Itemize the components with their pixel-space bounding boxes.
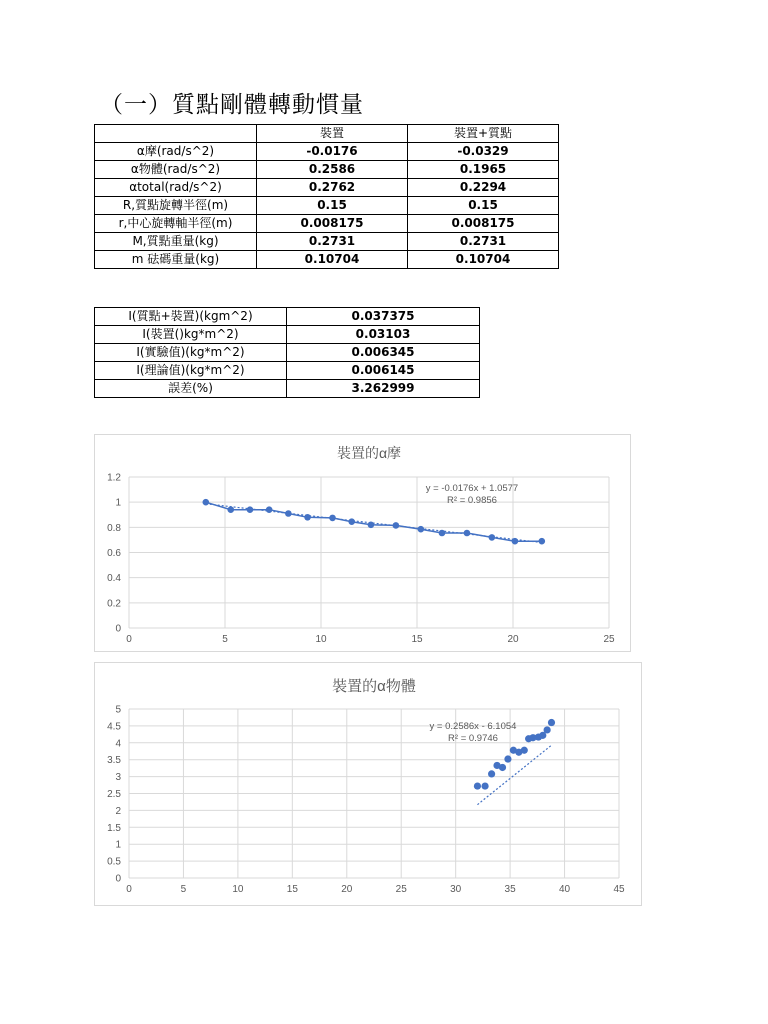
x-tick-label: 10 (315, 634, 327, 645)
x-tick-label: 5 (180, 884, 187, 895)
data-point (512, 538, 519, 545)
trendline-r2: R² = 0.9746 (448, 733, 498, 744)
cell-value: 0.03103 (287, 326, 480, 344)
row-label: M,質點重量(kg) (95, 233, 257, 251)
cell-device: 0.008175 (257, 215, 408, 233)
x-tick-label: 25 (603, 634, 615, 645)
y-tick-label: 1 (115, 497, 121, 509)
y-tick-label: 0.2 (107, 598, 121, 610)
data-point (418, 526, 425, 533)
y-tick-label: 4.5 (107, 721, 121, 733)
data-point (544, 726, 551, 733)
data-point (348, 518, 355, 525)
x-tick-label: 45 (613, 884, 625, 895)
x-tick-label: 15 (286, 884, 298, 895)
x-tick-label: 35 (504, 884, 516, 895)
data-point (474, 782, 481, 789)
cell-device-mass: 0.2731 (408, 233, 559, 251)
data-point (488, 770, 495, 777)
data-point (368, 522, 375, 529)
table-row (95, 308, 480, 326)
table-row (95, 344, 480, 362)
cell-device-mass: 0.10704 (408, 251, 559, 269)
header-cell: 裝置+質點 (408, 125, 559, 143)
cell-device-mass: 0.008175 (408, 215, 559, 233)
table-header-row (95, 125, 559, 143)
table-row (95, 233, 559, 251)
y-tick-label: 0.8 (107, 522, 121, 534)
x-tick-label: 20 (341, 884, 353, 895)
header-cell: 裝置 (257, 125, 408, 143)
row-label: αtotal(rad/s^2) (95, 179, 257, 197)
trendline-equation: y = -0.0176x + 1.0577 (425, 483, 519, 494)
table-row (95, 197, 559, 215)
data-point (521, 747, 528, 754)
x-tick-label: 5 (222, 634, 228, 645)
x-tick-label: 15 (411, 634, 423, 645)
chart-object-alpha (94, 662, 642, 906)
table-row (95, 215, 559, 233)
table-row (95, 251, 559, 269)
y-tick-label: 0.4 (107, 573, 121, 585)
x-tick-label: 0 (126, 634, 132, 645)
y-tick-label: 1.5 (107, 822, 121, 834)
page-title: （一）質點剛體轉動慣量 (100, 92, 364, 118)
data-point (548, 719, 555, 726)
chart-friction-alpha (94, 434, 631, 652)
data-point (203, 499, 210, 506)
x-tick-label: 20 (507, 634, 519, 645)
row-label: I(裝置()kg*m^2) (95, 326, 287, 344)
y-tick-label: 1 (115, 839, 121, 851)
y-tick-label: 1.2 (107, 472, 121, 484)
data-point (464, 530, 471, 537)
x-tick-label: 0 (126, 884, 132, 895)
cell-value: 0.006145 (287, 362, 480, 380)
chart-object-alpha-svg (95, 663, 641, 905)
chart-title: 裝置的α物體 (332, 678, 416, 695)
x-tick-label: 10 (232, 884, 244, 895)
x-tick-label: 25 (395, 884, 407, 895)
data-point (227, 506, 234, 513)
row-label: m 砝碼重量(kg) (95, 251, 257, 269)
table-row (95, 326, 480, 344)
y-tick-label: 4 (115, 738, 121, 750)
table-row (95, 362, 480, 380)
row-label: I(質點+裝置)(kgm^2) (95, 308, 287, 326)
inertia-results-table (94, 307, 480, 398)
row-label: I(實驗值)(kg*m^2) (95, 344, 287, 362)
cell-device: 0.10704 (257, 251, 408, 269)
data-point (247, 506, 254, 513)
x-tick-label: 40 (558, 884, 571, 895)
row-label: r,中心旋轉軸半徑(m) (95, 215, 257, 233)
cell-value: 3.262999 (287, 380, 480, 398)
x-tick-label: 30 (450, 884, 462, 895)
header-cell (95, 125, 257, 143)
cell-device: 0.15 (257, 197, 408, 215)
y-tick-label: 0.5 (107, 856, 121, 868)
row-label: 誤差(%) (95, 380, 287, 398)
cell-device-mass: 0.1965 (408, 161, 559, 179)
y-tick-label: 2 (115, 805, 121, 817)
cell-device-mass: 0.15 (408, 197, 559, 215)
data-point (539, 538, 546, 545)
trendline-equation: y = 0.2586x - 6.1054 (429, 721, 517, 732)
cell-device: 0.2762 (257, 179, 408, 197)
trendline-r2: R² = 0.9856 (447, 495, 497, 506)
data-point (504, 755, 511, 762)
chart-title: 裝置的α摩 (336, 445, 402, 461)
data-point (439, 530, 446, 537)
row-label: α摩(rad/s^2) (95, 143, 257, 161)
data-point (285, 510, 292, 517)
y-tick-label: 0 (115, 623, 121, 635)
cell-value: 0.037375 (287, 308, 480, 326)
y-tick-label: 3.5 (107, 755, 121, 767)
data-point (304, 514, 311, 521)
y-tick-label: 5 (115, 704, 121, 716)
y-tick-label: 0 (115, 873, 121, 885)
table-row (95, 380, 480, 398)
y-tick-label: 3 (115, 772, 121, 784)
table-row (95, 143, 559, 161)
y-tick-label: 2.5 (107, 789, 121, 800)
cell-device: -0.0176 (257, 143, 408, 161)
row-label: I(理論值)(kg*m^2) (95, 362, 287, 380)
data-point (499, 764, 506, 771)
row-label: R,質點旋轉半徑(m) (95, 197, 257, 215)
data-point (329, 515, 336, 522)
table-row (95, 179, 559, 197)
cell-device-mass: -0.0329 (408, 143, 559, 161)
data-point (393, 522, 400, 529)
cell-device: 0.2731 (257, 233, 408, 251)
table-row (95, 161, 559, 179)
data-point (481, 782, 488, 789)
row-label: α物體(rad/s^2) (95, 161, 257, 179)
chart-friction-alpha-svg (95, 435, 630, 651)
parameters-table (94, 124, 559, 269)
y-tick-label: 0.6 (107, 548, 121, 559)
cell-device: 0.2586 (257, 161, 408, 179)
cell-value: 0.006345 (287, 344, 480, 362)
data-point (266, 506, 273, 513)
data-point (489, 534, 496, 541)
cell-device-mass: 0.2294 (408, 179, 559, 197)
